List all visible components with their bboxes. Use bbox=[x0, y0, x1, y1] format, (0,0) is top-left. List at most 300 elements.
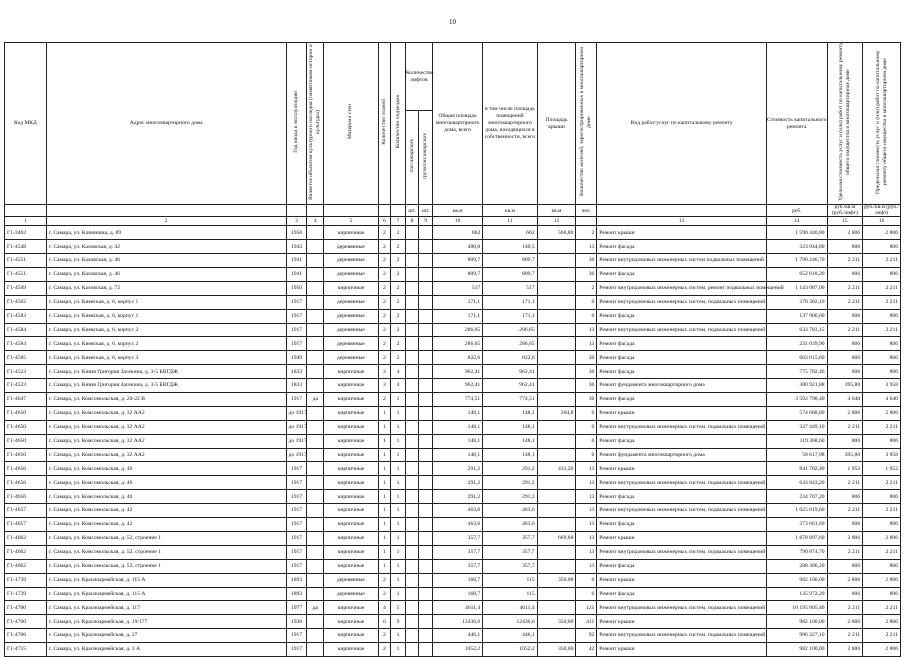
table-row bbox=[5, 281, 901, 295]
cell-lifts-passenger bbox=[405, 559, 419, 573]
cell-total-area: 463,6 bbox=[433, 518, 483, 532]
cell-max-cost: 3 958 bbox=[863, 448, 901, 462]
cell-max-cost: 2 806 bbox=[863, 406, 901, 420]
cell-walls: деревянные bbox=[324, 323, 378, 337]
cell-lifts-passenger bbox=[405, 601, 419, 615]
cell-lifts-passenger bbox=[405, 254, 419, 268]
cell-cost: 1 143 087,00 bbox=[766, 281, 827, 295]
cell-unit-cost: 2 211 bbox=[827, 254, 863, 268]
cell-code: Г1-4551 bbox=[5, 254, 47, 268]
cell-residents: 13 bbox=[576, 462, 597, 476]
cell-lifts-cargo bbox=[419, 573, 433, 587]
cell-roof-area bbox=[537, 420, 576, 434]
cell-total-area: 809,7 bbox=[433, 254, 483, 268]
cell-work-type: Ремонт фасада bbox=[597, 309, 767, 323]
cell-total-area: 662 bbox=[433, 226, 483, 240]
cell-walls: кирпичные bbox=[324, 226, 378, 240]
table-row bbox=[5, 629, 901, 643]
cell-roof-area bbox=[537, 281, 576, 295]
cell-max-cost: 3 958 bbox=[863, 379, 901, 393]
cell-residents: 13 bbox=[576, 323, 597, 337]
cell-owned-area: 148,1 bbox=[483, 434, 537, 448]
cell-floors: 1 bbox=[378, 559, 391, 573]
col-number: 5 bbox=[324, 217, 378, 226]
cell-work-type: Ремонт внутридомовых инженерных систем, подвальных помещений bbox=[597, 420, 767, 434]
cell-residents: 13 bbox=[576, 545, 597, 559]
cell-roof-area bbox=[537, 309, 576, 323]
cell-total-area: 171,1 bbox=[433, 309, 483, 323]
cell-max-cost: 2 211 bbox=[863, 601, 901, 615]
cell-lifts-passenger bbox=[405, 323, 419, 337]
cell-address: г. Самара, ул. Красноармейская, д. 115 А bbox=[46, 587, 286, 601]
cell-work-type: Ремонт крыши bbox=[597, 615, 767, 629]
cell-residents: 13 bbox=[576, 518, 597, 532]
cell-heritage bbox=[307, 490, 324, 504]
cell-address: г. Самара, ул. Клинишна, д. 89 bbox=[46, 226, 286, 240]
cell-entrances: 1 bbox=[391, 629, 406, 643]
cell-roof-area bbox=[537, 295, 576, 309]
cell-owned-area: 171,1 bbox=[483, 309, 537, 323]
cell-roof-area bbox=[537, 587, 576, 601]
cell-lifts-passenger bbox=[405, 545, 419, 559]
cell-max-cost: 806 bbox=[863, 309, 901, 323]
col-number: 8 bbox=[405, 217, 419, 226]
cell-lifts-cargo bbox=[419, 587, 433, 601]
cell-code: Г1-4662 bbox=[5, 559, 47, 573]
cell-work-type: Ремонт фундамента многоквартирного дома bbox=[597, 379, 767, 393]
cell-owned-area: 286,65 bbox=[483, 337, 537, 351]
table-row bbox=[5, 448, 901, 462]
cell-owned-area: 115 bbox=[483, 587, 537, 601]
cell-entrances: 2 bbox=[391, 268, 406, 282]
cell-year: 1949 bbox=[286, 351, 307, 365]
cell-year: 1941 bbox=[286, 254, 307, 268]
cell-floors: 2 bbox=[378, 309, 391, 323]
col-number: 16 bbox=[863, 217, 901, 226]
cell-cost: 137 906,60 bbox=[766, 309, 827, 323]
cell-roof-area bbox=[537, 379, 576, 393]
cell-total-area: 291,2 bbox=[433, 490, 483, 504]
unit-cell: чел. bbox=[576, 205, 597, 217]
cell-address: г. Самара, ул. Комсомольская, д. 40 bbox=[46, 476, 286, 490]
cell-code: Г1-4583 bbox=[5, 309, 47, 323]
cell-floors: 1 bbox=[378, 434, 391, 448]
cell-lifts-passenger bbox=[405, 643, 419, 657]
cell-lifts-passenger bbox=[405, 295, 419, 309]
cell-heritage: да bbox=[307, 393, 324, 407]
cell-work-type: Ремонт фасада bbox=[597, 559, 767, 573]
cell-walls: деревянные bbox=[324, 587, 378, 601]
cell-total-area: 168,7 bbox=[433, 587, 483, 601]
cell-owned-area: 286,65 bbox=[483, 323, 537, 337]
cell-walls: кирпичные bbox=[324, 615, 378, 629]
cell-year: 1917 bbox=[286, 545, 307, 559]
cell-residents: 2 bbox=[576, 226, 597, 240]
cell-address: г. Самара, ул. Киевская, д. 6, корпус 2 bbox=[46, 323, 286, 337]
cell-lifts-passenger bbox=[405, 309, 419, 323]
cell-lifts-cargo bbox=[419, 226, 433, 240]
cell-year: 1917 bbox=[286, 518, 307, 532]
cell-floors: 2 bbox=[378, 393, 391, 407]
cell-work-type: Ремонт фасада bbox=[597, 365, 767, 379]
cell-floors: 2 bbox=[378, 240, 391, 254]
cell-work-type: Ремонт крыши bbox=[597, 531, 767, 545]
table-row bbox=[5, 573, 901, 587]
cell-walls: деревянные bbox=[324, 254, 378, 268]
cell-work-type: Ремонт внутридомовых инженерных систем, подвальных помещений bbox=[597, 323, 767, 337]
header-entrances: Количество подъездов bbox=[394, 95, 401, 149]
cell-total-area: 1052,2 bbox=[433, 643, 483, 657]
cell-roof-area bbox=[537, 434, 576, 448]
cell-lifts-cargo bbox=[419, 254, 433, 268]
cell-address: г. Самара, ул. Комсомольская, д. 32 АА2 bbox=[46, 420, 286, 434]
cell-roof-area: 350,00 bbox=[537, 615, 576, 629]
cell-address: г. Самара, ул. Комсомольская, д. 20-22 В bbox=[46, 393, 286, 407]
units-row bbox=[5, 205, 901, 217]
cell-owned-area: 517 bbox=[483, 281, 537, 295]
cell-work-type: Ремонт фасада bbox=[597, 393, 767, 407]
table-row bbox=[5, 420, 901, 434]
cell-address: г. Самара, ул. Комсомольская, д. 32 АА2 bbox=[46, 448, 286, 462]
cell-residents: 36 bbox=[576, 268, 597, 282]
cell-year: 1917 bbox=[286, 643, 307, 657]
cell-total-area: 357,7 bbox=[433, 531, 483, 545]
cell-residents: 6 bbox=[576, 406, 597, 420]
cell-lifts-passenger bbox=[405, 434, 419, 448]
cell-max-cost: 806 bbox=[863, 268, 901, 282]
table-row bbox=[5, 365, 901, 379]
header-lifts-passenger: пассажирских bbox=[408, 139, 415, 173]
cell-roof-area bbox=[537, 545, 576, 559]
cell-heritage bbox=[307, 309, 324, 323]
col-number: 6 bbox=[378, 217, 391, 226]
header-roof-area: Площадь крыши bbox=[537, 43, 576, 205]
cell-lifts-passenger bbox=[405, 462, 419, 476]
cell-roof-area bbox=[537, 476, 576, 490]
cell-owned-area: 148,1 bbox=[483, 448, 537, 462]
cell-address: г. Самара, ул. Комсомольская, д. 52, строение 1 bbox=[46, 545, 286, 559]
cell-address: г. Самара, ул. Князя Григория Засекина, д. 3-5 БВГДЖ bbox=[46, 365, 286, 379]
cell-unit-cost: 806 bbox=[827, 587, 863, 601]
cell-roof-area: 204,8 bbox=[537, 406, 576, 420]
cell-total-area: 809,7 bbox=[433, 268, 483, 282]
table-row bbox=[5, 615, 901, 629]
cell-address: г. Самара, ул. Красноармейская, д. 3 А bbox=[46, 643, 286, 657]
table-row bbox=[5, 254, 901, 268]
cell-cost: 643 843,20 bbox=[766, 476, 827, 490]
unit-cell: кв.м bbox=[483, 205, 537, 217]
cell-residents: 92 bbox=[576, 629, 597, 643]
cell-roof-area: 669,60 bbox=[537, 531, 576, 545]
cell-lifts-passenger bbox=[405, 448, 419, 462]
cell-address: г. Самара, ул. Киевская, д. 6, корпус 1 bbox=[46, 295, 286, 309]
cell-code: Г1-4650 bbox=[5, 434, 47, 448]
cell-year: 1943 bbox=[286, 240, 307, 254]
cell-owned-area: 171,1 bbox=[483, 295, 537, 309]
cell-lifts-cargo bbox=[419, 490, 433, 504]
cell-cost: 1 025 019,60 bbox=[766, 504, 827, 518]
cell-max-cost: 2 211 bbox=[863, 254, 901, 268]
header-heritage: Является объектом культурного наследия (памятником истории и культуры) bbox=[308, 44, 322, 200]
cell-walls: кирпичные bbox=[324, 490, 378, 504]
cell-residents: 36 bbox=[576, 351, 597, 365]
cell-max-cost: 806 bbox=[863, 587, 901, 601]
cell-entrances: 2 bbox=[391, 309, 406, 323]
cell-code: Г1-4551 bbox=[5, 268, 47, 282]
col-number: 4 bbox=[307, 217, 324, 226]
cell-unit-cost: 806 bbox=[827, 337, 863, 351]
cell-code: Г1-4523 bbox=[5, 365, 47, 379]
cell-walls: кирпичные bbox=[324, 365, 378, 379]
cell-cost: 790 874,70 bbox=[766, 545, 827, 559]
cell-lifts-cargo bbox=[419, 504, 433, 518]
cell-year: 1977 bbox=[286, 601, 307, 615]
cell-work-type: Ремонт фундамента многоквартирного дома bbox=[597, 448, 767, 462]
cell-walls: деревянные bbox=[324, 309, 378, 323]
cell-total-area: 4611,4 bbox=[433, 601, 483, 615]
cell-lifts-cargo bbox=[419, 406, 433, 420]
cell-work-type: Ремонт внутридомовых инженерных систем, подвальных помещений bbox=[597, 629, 767, 643]
cell-max-cost: 2 211 bbox=[863, 281, 901, 295]
cell-residents: 121 bbox=[576, 601, 597, 615]
cell-roof-area bbox=[537, 601, 576, 615]
cell-roof-area bbox=[537, 504, 576, 518]
cell-unit-cost: 4 640 bbox=[827, 393, 863, 407]
cell-total-area: 168,7 bbox=[433, 573, 483, 587]
cell-lifts-passenger bbox=[405, 476, 419, 490]
cell-heritage bbox=[307, 545, 324, 559]
cell-code: Г1-4657 bbox=[5, 504, 47, 518]
cell-unit-cost: 395,80 bbox=[827, 448, 863, 462]
cell-lifts-cargo bbox=[419, 615, 433, 629]
cell-unit-cost: 2 806 bbox=[827, 406, 863, 420]
cell-total-area: 286,65 bbox=[433, 337, 483, 351]
cell-lifts-cargo bbox=[419, 337, 433, 351]
cell-lifts-cargo bbox=[419, 295, 433, 309]
cell-work-type: Ремонт крыши bbox=[597, 226, 767, 240]
cell-year: 1917 bbox=[286, 309, 307, 323]
cell-entrances: 1 bbox=[391, 406, 406, 420]
cell-address: г. Самара, ул. Красноармейская, д. 27 bbox=[46, 629, 286, 643]
table-row bbox=[5, 643, 901, 657]
cell-owned-area: 148,1 bbox=[483, 406, 537, 420]
cell-lifts-cargo bbox=[419, 351, 433, 365]
cell-walls: кирпичные bbox=[324, 393, 378, 407]
cell-floors: 2 bbox=[378, 281, 391, 295]
cell-owned-area: 12436,6 bbox=[483, 615, 537, 629]
cell-total-area: 12436,6 bbox=[433, 615, 483, 629]
cell-residents: 6 bbox=[576, 434, 597, 448]
cell-walls: кирпичные bbox=[324, 476, 378, 490]
cell-walls: деревянные bbox=[324, 337, 378, 351]
cell-lifts-passenger bbox=[405, 365, 419, 379]
cell-total-area: 286,65 bbox=[433, 323, 483, 337]
cell-residents: 36 bbox=[576, 393, 597, 407]
cell-residents: 6 bbox=[576, 573, 597, 587]
cell-cost: 119 368,60 bbox=[766, 434, 827, 448]
col-number: 2 bbox=[46, 217, 286, 226]
cell-heritage bbox=[307, 573, 324, 587]
cell-owned-area: 463,6 bbox=[483, 504, 537, 518]
cell-walls: кирпичные bbox=[324, 281, 378, 295]
cell-total-area: 357,7 bbox=[433, 559, 483, 573]
cell-lifts-passenger bbox=[405, 281, 419, 295]
cell-residents: 13 bbox=[576, 559, 597, 573]
cell-max-cost: 2 211 bbox=[863, 545, 901, 559]
col-number: 7 bbox=[391, 217, 406, 226]
cell-walls: кирпичные bbox=[324, 643, 378, 657]
cell-lifts-cargo bbox=[419, 281, 433, 295]
cell-max-cost: 2 211 bbox=[863, 295, 901, 309]
cell-heritage bbox=[307, 281, 324, 295]
table-row bbox=[5, 518, 901, 532]
cell-walls: деревянные bbox=[324, 351, 378, 365]
cell-year: 1917 bbox=[286, 476, 307, 490]
cell-unit-cost: 2 211 bbox=[827, 629, 863, 643]
cell-year: 1917 bbox=[286, 337, 307, 351]
cell-total-area: 446,1 bbox=[433, 629, 483, 643]
cell-floors: 1 bbox=[378, 448, 391, 462]
cell-total-area: 357,7 bbox=[433, 545, 483, 559]
table-row bbox=[5, 240, 901, 254]
cell-roof-area bbox=[537, 490, 576, 504]
cell-floors: 6 bbox=[378, 615, 391, 629]
cell-lifts-passenger bbox=[405, 490, 419, 504]
cell-max-cost: 806 bbox=[863, 240, 901, 254]
cell-work-type: Ремонт фасада bbox=[597, 240, 767, 254]
col-number: 10 bbox=[433, 217, 483, 226]
cell-entrances: 1 bbox=[391, 420, 406, 434]
cell-year: до 1917 bbox=[286, 434, 307, 448]
cell-lifts-passenger bbox=[405, 379, 419, 393]
cell-cost: 986 327,10 bbox=[766, 629, 827, 643]
capital-repair-table bbox=[4, 42, 901, 657]
cell-cost: 841 702,40 bbox=[766, 462, 827, 476]
cell-residents: 411 bbox=[576, 615, 597, 629]
table-row bbox=[5, 393, 901, 407]
cell-owned-area: 148,1 bbox=[483, 420, 537, 434]
table-row bbox=[5, 268, 901, 282]
cell-cost: 652 618,20 bbox=[766, 268, 827, 282]
cell-lifts-cargo bbox=[419, 240, 433, 254]
table-row bbox=[5, 323, 901, 337]
cell-owned-area: 115 bbox=[483, 573, 537, 587]
cell-heritage bbox=[307, 323, 324, 337]
cell-entrances: 2 bbox=[391, 240, 406, 254]
cell-lifts-cargo bbox=[419, 531, 433, 545]
cell-unit-cost: 2 806 bbox=[827, 615, 863, 629]
page-number: 10 bbox=[449, 18, 456, 26]
cell-work-type: Ремонт внутридомовых инженерных систем, подвальных помещений bbox=[597, 504, 767, 518]
cell-cost: 10 195 805,40 bbox=[766, 601, 827, 615]
cell-max-cost: 806 bbox=[863, 559, 901, 573]
cell-residents: 6 bbox=[576, 448, 597, 462]
cell-walls: кирпичные bbox=[324, 559, 378, 573]
cell-owned-area: 291,2 bbox=[483, 462, 537, 476]
cell-roof-area bbox=[537, 323, 576, 337]
cell-max-cost: 4 640 bbox=[863, 393, 901, 407]
cell-cost: 327 449,10 bbox=[766, 420, 827, 434]
col-number: 3 bbox=[286, 217, 307, 226]
cell-address: г. Самара, ул. Каховская, д. 72 bbox=[46, 281, 286, 295]
cell-heritage bbox=[307, 420, 324, 434]
cell-entrances: 1 bbox=[391, 587, 406, 601]
cell-cost: 982 100,00 bbox=[766, 643, 827, 657]
cell-year: 1917 bbox=[286, 295, 307, 309]
table-body bbox=[5, 226, 901, 657]
cell-floors: 2 bbox=[378, 226, 391, 240]
cell-work-type: Ремонт внутридомовых инженерных систем, подвальных помещений bbox=[597, 295, 767, 309]
cell-cost: 378 302,10 bbox=[766, 295, 827, 309]
cell-code: Г1-4585 bbox=[5, 351, 47, 365]
cell-year: 1958 bbox=[286, 226, 307, 240]
table-row bbox=[5, 462, 901, 476]
cell-lifts-cargo bbox=[419, 643, 433, 657]
cell-work-type: Ремонт фасада bbox=[597, 268, 767, 282]
cell-owned-area: 809,7 bbox=[483, 268, 537, 282]
cell-year: до 1917 bbox=[286, 420, 307, 434]
cell-heritage bbox=[307, 531, 324, 545]
cell-walls: кирпичные bbox=[324, 545, 378, 559]
cell-walls: кирпичные bbox=[324, 518, 378, 532]
table-row bbox=[5, 226, 901, 240]
cell-cost: 231 039,90 bbox=[766, 337, 827, 351]
cell-lifts-passenger bbox=[405, 226, 419, 240]
cell-code: Г1-4647 bbox=[5, 393, 47, 407]
col-number: 13 bbox=[597, 217, 767, 226]
cell-year: 1917 bbox=[286, 559, 307, 573]
cell-total-area: 822,6 bbox=[433, 351, 483, 365]
unit-cell: руб. bbox=[766, 205, 827, 217]
cell-floors: 1 bbox=[378, 406, 391, 420]
table-row bbox=[5, 337, 901, 351]
table-row bbox=[5, 406, 901, 420]
cell-residents: 6 bbox=[576, 309, 597, 323]
cell-entrances: 1 bbox=[391, 531, 406, 545]
cell-cost: 982 100,00 bbox=[766, 573, 827, 587]
cell-owned-area: 774,51 bbox=[483, 393, 537, 407]
cell-heritage bbox=[307, 434, 324, 448]
cell-year: 1917 bbox=[286, 462, 307, 476]
cell-floors: 2 bbox=[378, 295, 391, 309]
cell-owned-area: 140,5 bbox=[483, 240, 537, 254]
cell-cost: 288 306,20 bbox=[766, 559, 827, 573]
cell-address: г. Самара, ул. Комсомольская, д. 42 bbox=[46, 504, 286, 518]
cell-owned-area: 4611,4 bbox=[483, 601, 537, 615]
cell-owned-area: 962,41 bbox=[483, 379, 537, 393]
cell-work-type: Ремонт фасада bbox=[597, 518, 767, 532]
cell-work-type: Ремонт фасада bbox=[597, 434, 767, 448]
cell-lifts-cargo bbox=[419, 448, 433, 462]
cell-entrances: 1 bbox=[391, 643, 406, 657]
cell-floors: 2 bbox=[378, 268, 391, 282]
cell-cost: 58 617,98 bbox=[766, 448, 827, 462]
cell-address: г. Самара, ул. Комсомольская, д. 42 bbox=[46, 518, 286, 532]
cell-total-area: 148,1 bbox=[433, 420, 483, 434]
cell-lifts-passenger bbox=[405, 587, 419, 601]
cell-cost: 775 702,46 bbox=[766, 365, 827, 379]
cell-unit-cost: 2 211 bbox=[827, 295, 863, 309]
cell-residents: 36 bbox=[576, 254, 597, 268]
header-floors: Количество этажей bbox=[380, 99, 387, 145]
cell-heritage bbox=[307, 295, 324, 309]
cell-total-area: 171,1 bbox=[433, 295, 483, 309]
cell-address: г. Самара, ул. Комсомольская, д. 40 bbox=[46, 490, 286, 504]
cell-heritage bbox=[307, 504, 324, 518]
cell-heritage bbox=[307, 365, 324, 379]
cell-unit-cost: 2 806 bbox=[827, 226, 863, 240]
cell-walls: кирпичные bbox=[324, 531, 378, 545]
